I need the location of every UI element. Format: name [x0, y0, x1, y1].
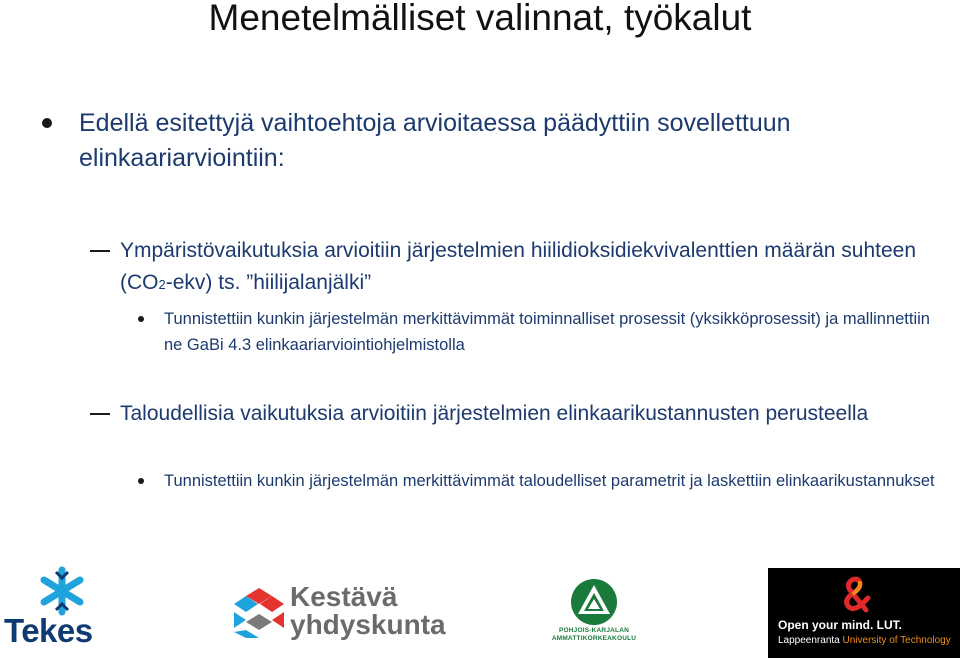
environmental-sub-bullet: [138, 306, 938, 358]
kestava-yhdyskunta-logo: [232, 582, 446, 644]
small-bullet-dot-icon: [138, 478, 144, 484]
environmental-item-text: [120, 235, 930, 301]
environmental-sub-bullet-text: Tunnistettiin kunkin järjestelmän merkittävimmät toiminnalliset prosessit (yksikköprosessit) ja mallinnettiin ne GaBi 4.3 elinkaariarviointiohjelmistolla: [164, 310, 930, 354]
bullet-dot-icon: [42, 118, 52, 128]
tekes-logo: [4, 566, 126, 650]
tekes-wordmark: Tekes: [4, 612, 93, 649]
lut-university-name: [778, 635, 951, 646]
environmental-text-after: -ekv) ts. ”hiilijalanjälki”: [165, 271, 372, 294]
dash-bullet-icon: [90, 250, 110, 252]
lut-university: University of Technology: [842, 635, 951, 646]
environmental-item: [90, 235, 930, 301]
economic-item: [90, 398, 930, 430]
pkamk-emblem-icon: [569, 578, 619, 626]
pkamk-logo: [540, 578, 648, 644]
co2-subscript: 2: [158, 277, 166, 292]
economic-item-text: Taloudellisia vaikutuksia arvioitiin järjestelmien elinkaarikustannusten perusteella: [120, 402, 869, 425]
dash-bullet-icon: [90, 413, 110, 415]
lut-logo: [768, 568, 960, 658]
yhdyskunta-wordmark: yhdyskunta: [290, 609, 446, 640]
slide-title: Menetelmälliset valinnat, työkalut: [208, 0, 752, 38]
economic-sub-bullet-text: Tunnistettiin kunkin järjestelmän merkittävimmät taloudelliset parametrit ja laskettiin elinkaarikustannukset: [164, 472, 935, 490]
pkamk-text-line2: AMMATTIKORKEAKOULU: [551, 635, 637, 642]
kestava-puzzle-icon: [232, 586, 286, 640]
lut-city: Lappeenranta: [778, 635, 843, 646]
lut-slogan: Open your mind. LUT.: [778, 618, 903, 632]
main-bullet: [42, 106, 922, 176]
pkamk-text-line1: POHJOIS-KARJALAN: [558, 627, 629, 634]
main-bullet-text: Edellä esitettyjä vaihtoehtoja arvioitaessa päädyttiin sovellettuun elinkaariarviointiin:: [79, 109, 791, 172]
small-bullet-dot-icon: [138, 316, 144, 322]
kestava-wordmark: Kestävä: [290, 581, 398, 612]
tekes-snowflake-icon: [32, 566, 92, 616]
environmental-text-before: Ympäristövaikutuksia arvioitiin järjestelmien hiilidioksidiekvivalenttien määrän suhteen (CO: [120, 239, 917, 294]
lut-ampersand-icon: [838, 574, 878, 614]
economic-sub-bullet: [138, 468, 938, 494]
